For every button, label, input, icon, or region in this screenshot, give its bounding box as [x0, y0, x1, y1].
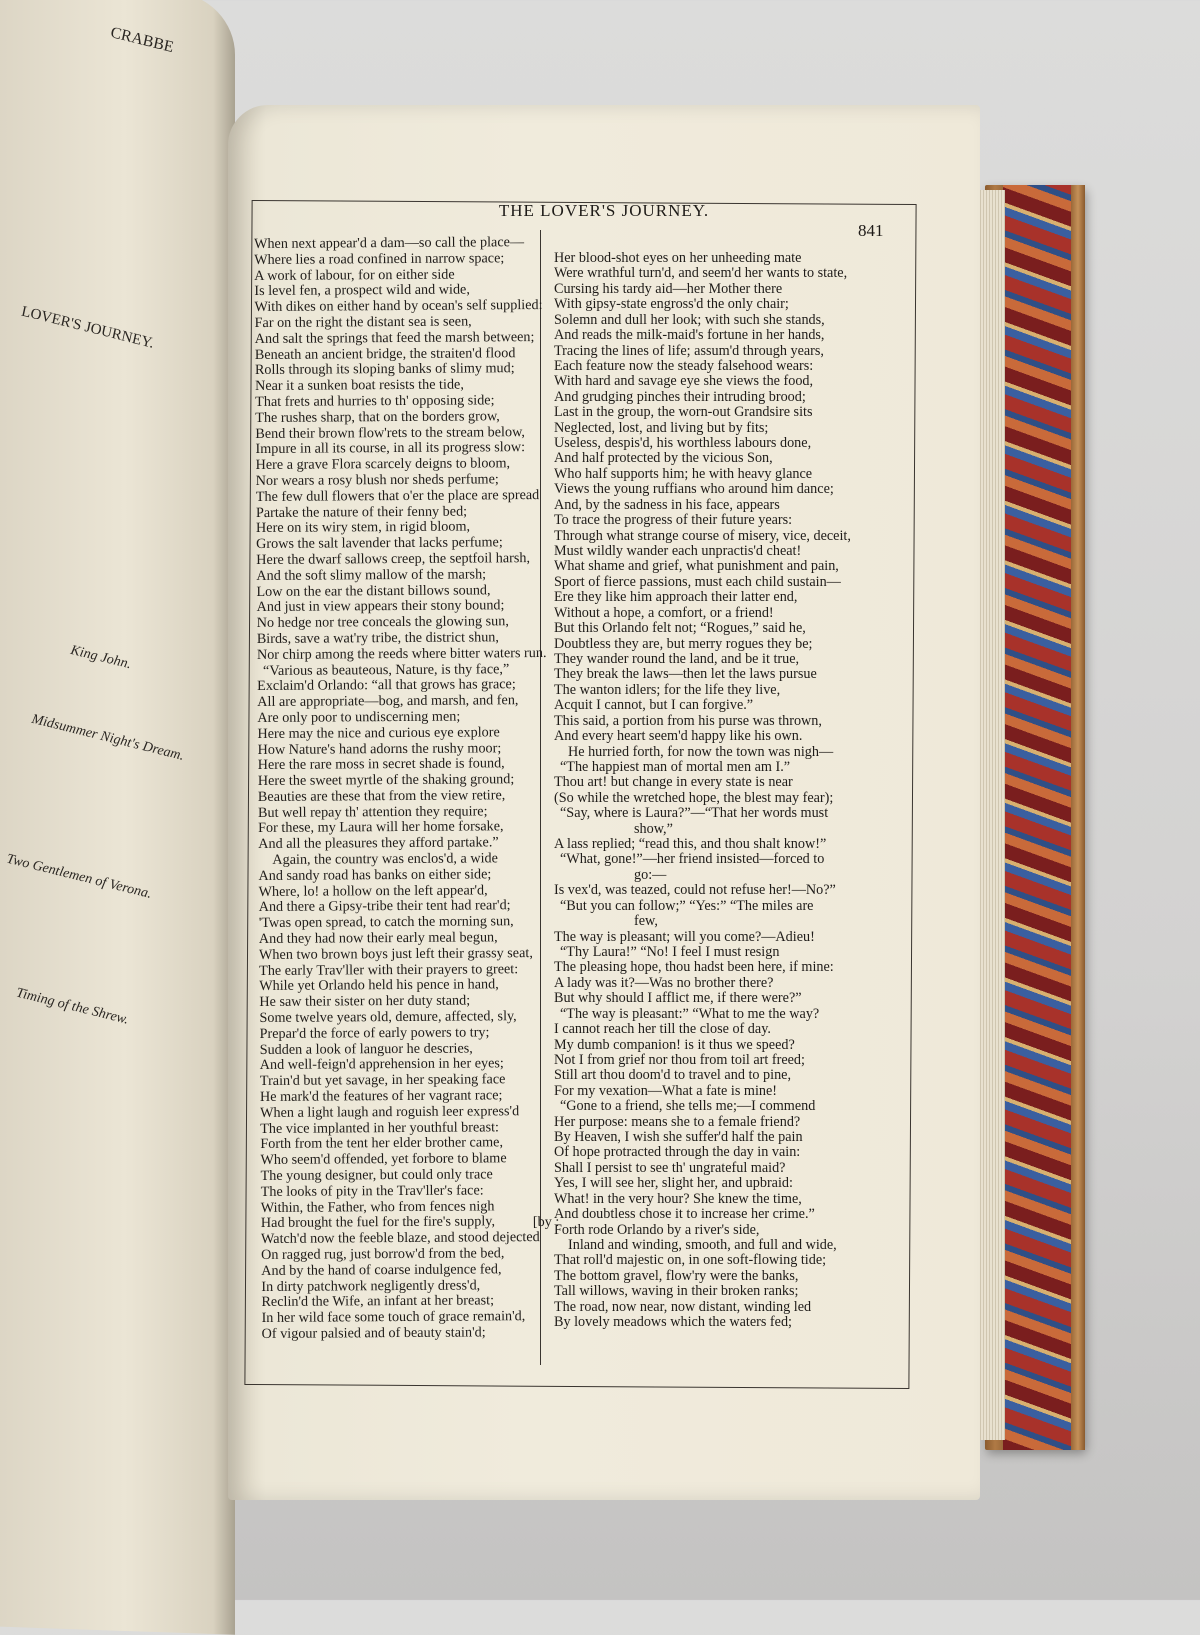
- verse-line: Neglected, lost, and living but by fits;: [554, 419, 769, 436]
- verse-line: “Various as beauteous, Nature, is thy face,”: [262, 660, 510, 679]
- verse-line: “The way is pleasant:” “What to me the way?: [560, 1005, 820, 1022]
- verse-line: A lass replied; “read this, and thou shalt know!”: [554, 836, 827, 853]
- verse-line: (So while the wretched hope, the blest may fear);: [554, 789, 834, 806]
- verse-line: They break the laws—then let the laws pursue: [554, 666, 817, 683]
- left-citation: Two Gentlemen of Verona.: [5, 851, 153, 903]
- verse-line: The road, now near, now distant, winding led: [554, 1298, 812, 1315]
- verse-line: And well-feign'd apprehension in her eyes;: [259, 1055, 504, 1074]
- verse-line: Is level fen, a prospect wild and wide,: [254, 281, 470, 300]
- verse-line: Here the dwarf sallows creep, the septfoil harsh,: [256, 550, 531, 568]
- verse-line: All are appropriate—bog, and marsh, and fen,: [257, 692, 519, 711]
- verse-line: Watch'd now the feeble blaze, and stood dejected: [260, 1229, 540, 1248]
- verse-line: Must wildly wander each unpractis'd cheat!: [554, 543, 802, 560]
- verse-line: Acquit I cannot, but I can forgive.”: [554, 697, 754, 714]
- verse-line: Some twelve years old, demure, affected, sly,: [259, 1008, 517, 1027]
- verse-line: Each feature now the steady falsehood wears:: [554, 357, 814, 374]
- verse-line: Here a grave Flora scarcely deigns to bloom,: [255, 455, 511, 474]
- verse-line: Beauties are these that from the view retire,: [257, 787, 506, 805]
- verse-line: And sandy road has banks on either side;: [258, 866, 492, 884]
- verse-line: But this Orlando felt not; “Rogues,” said he,: [554, 620, 806, 637]
- verse-line: And there a Gipsy-tribe their tent had rear'd;: [258, 897, 511, 916]
- verse-line: And, by the sadness in his face, appears: [554, 496, 780, 513]
- verse-line: “What, gone!”—her friend insisted—forced to: [560, 851, 825, 868]
- verse-line: Here on its wiry stem, in rigid bloom,: [255, 518, 471, 537]
- verse-line: Here the sweet myrtle of the shaking ground;: [257, 771, 515, 790]
- verse-line: Rolls through its sloping banks of slimy mud;: [254, 360, 515, 379]
- verse-line: Are only poor to undiscerning men;: [257, 708, 461, 726]
- verse-line: Of vigour palsied and of beauty stain'd;: [261, 1324, 486, 1342]
- verse-line: While yet Orlando held his pence in hand,: [259, 976, 499, 995]
- verse-line: With dikes on either hand by ocean's self supplied:: [254, 297, 543, 316]
- verse-line: The way is pleasant; will you come?—Adieu!: [554, 928, 815, 945]
- verse-line: And all the pleasures they afford partake.”: [258, 834, 499, 853]
- verse-line: Tracing the lines of life; assum'd through years,: [554, 342, 824, 359]
- verse-line: How Nature's hand adorns the rushy moor;: [257, 739, 502, 758]
- verse-line: But well repay th' attention they require;: [257, 803, 488, 821]
- verse-line: Thou art! but change in every state is near: [554, 774, 793, 791]
- left-citation: Timing of the Shrew.: [14, 985, 130, 1028]
- verse-line: The early Trav'ller with their prayers to greet:: [259, 960, 519, 979]
- verse-line: Cursing his tardy aid—her Mother there: [554, 280, 783, 297]
- verse-line: Birds, save a wat'ry tribe, the district shun,: [256, 629, 499, 647]
- verse-line: And just in view appears their stony bound;: [256, 597, 505, 616]
- verse-line: He mark'd the features of her vagrant race;: [259, 1087, 503, 1106]
- verse-line: A lady was it?—Was no brother there?: [554, 974, 774, 991]
- verse-line: What shame and grief, what punishment and pain,: [554, 558, 839, 575]
- verse-line: The few dull flowers that o'er the place are spread: [255, 486, 540, 505]
- verse-line: The wanton idlers; for the life they live,: [554, 681, 781, 698]
- verse-line: With hard and savage eye she views the food,: [554, 373, 814, 390]
- verse-line: This said, a portion from his purse was thrown,: [554, 712, 822, 729]
- verse-line: Through what strange course of misery, vice, deceit,: [554, 527, 851, 544]
- verse-line: Ere they like him approach their latter end,: [554, 589, 798, 606]
- verse-line: Useless, despis'd, his worthless labours done,: [554, 435, 812, 452]
- verse-line: Sudden a look of languor he descries,: [259, 1040, 473, 1058]
- carryover-word: [by :: [532, 1213, 560, 1230]
- verse-line: The rushes sharp, that on the borders grow,: [255, 408, 500, 426]
- verse-line: Impure in all its course, in all its progress slow:: [255, 439, 526, 458]
- verse-line: Had brought the fuel for the fire's supply,: [260, 1213, 496, 1232]
- verse-line: Nor wears a rosy blush nor sheds perfume;: [255, 471, 499, 489]
- verse-line: What! in the very hour? She knew the time,: [554, 1190, 802, 1207]
- verse-line: show,”: [634, 820, 673, 837]
- verse-line: Her purpose: means she to a female friend?: [554, 1113, 801, 1130]
- verse-line: Exclaim'd Orlando: “all that grows has grace;: [257, 676, 516, 695]
- verse-line: In dirty patchwork negligently dress'd,: [261, 1277, 481, 1295]
- verse-line: When a light laugh and roguish leer express'd: [260, 1102, 520, 1121]
- verse-line: They wander round the land, and be it true,: [554, 650, 800, 667]
- verse-line: Partake the nature of their fenny bed;: [255, 503, 468, 521]
- verse-line: On ragged rug, just borrow'd from the bed,: [261, 1245, 505, 1263]
- verse-line: Of hope protracted through the day in vain:: [554, 1144, 801, 1161]
- verse-line: “Gone to a friend, she tells me;—I commend: [560, 1098, 816, 1115]
- verse-line: Views the young ruffians who around him dance;: [554, 481, 834, 498]
- book-page: [228, 105, 980, 1500]
- left-citation: Midsummer Night's Dream.: [30, 711, 186, 764]
- verse-line: Tall willows, waving in their broken ranks;: [554, 1283, 799, 1300]
- verse-line: No hedge nor tree conceals the glowing sun,: [256, 613, 509, 632]
- verse-line: “Thy Laura!” “No! I feel I must resign: [560, 943, 780, 960]
- verse-line: My dumb companion! is it thus we speed?: [554, 1036, 795, 1053]
- verse-line: Grows the salt lavender that lacks perfume;: [256, 534, 503, 553]
- verse-line: The pleasing hope, thou hadst been here, if mine:: [554, 959, 834, 976]
- verse-line: By lovely meadows which the waters fed;: [554, 1314, 792, 1331]
- verse-line: And half protected by the vicious Son,: [554, 450, 773, 467]
- verse-line: Were wrathful turn'd, and seem'd her wants to state,: [554, 265, 848, 282]
- verse-line: The bottom gravel, flow'ry were the banks,: [554, 1267, 799, 1284]
- verse-line: And by the hand of coarse indulgence fed,: [261, 1261, 502, 1279]
- verse-line: By Heaven, I wish she suffer'd half the pain: [554, 1129, 803, 1146]
- verse-line: Without a hope, a comfort, or a friend!: [554, 604, 774, 621]
- verse-line: Reclin'd the Wife, an infant at her breast;: [261, 1292, 495, 1311]
- verse-line: That roll'd majestic on, in one soft-flowing tide;: [554, 1252, 827, 1269]
- verse-line: Near it a sunken boat resists the tide,: [254, 376, 464, 395]
- verse-line: Is vex'd, was teazed, could not refuse her!—No?”: [554, 882, 836, 899]
- verse-line: Low on the ear the distant billows sound,: [256, 581, 491, 600]
- verse-line: Inland and winding, smooth, and full and wide,: [568, 1237, 837, 1253]
- verse-line: When two brown boys just left their grassy seat,: [258, 944, 533, 963]
- verse-line: 'Twas open spread, to catch the morning sun,: [258, 913, 514, 932]
- verse-line: Forth rode Orlando by a river's side,: [554, 1221, 760, 1238]
- left-citation: King John.: [69, 642, 133, 673]
- verse-line: And the soft slimy mallow of the marsh;: [256, 566, 487, 584]
- verse-line: Last in the group, the worn-out Grandsire sits: [554, 404, 813, 421]
- verse-line: For these, my Laura will her home forsake,: [258, 818, 504, 837]
- left-running-head: CRABBE: [109, 24, 176, 57]
- verse-line: Here the rare moss in secret shade is found,: [257, 755, 505, 774]
- verse-line: And they had now their early meal begun,: [258, 929, 498, 948]
- verse-line: Her blood-shot eyes on her unheeding mate: [554, 250, 802, 266]
- verse-line: When next appear'd a dam—so call the place—: [253, 234, 525, 252]
- verse-line: To trace the progress of their future years:: [554, 512, 793, 529]
- verse-line: “But you can follow;” “Yes:” “The miles are: [560, 897, 814, 914]
- verse-line: Who half supports him; he with heavy glance: [554, 465, 813, 482]
- verse-line: And grudging pinches their intruding brood;: [554, 388, 806, 405]
- verse-line: “The happiest man of mortal men am I.”: [560, 758, 791, 775]
- verse-line: In her wild face some touch of grace remain'd,: [261, 1308, 526, 1327]
- verse-line: Still art thou doom'd to travel and to pine,: [554, 1067, 792, 1084]
- verse-line: And doubtless chose it to increase her crime.”: [554, 1206, 815, 1223]
- verse-line: The young designer, but could only trace: [260, 1166, 493, 1184]
- verse-line: Beneath an ancient bridge, the straiten'd flood: [254, 344, 516, 363]
- verse-line: Solemn and dull her look; with such she stands,: [554, 311, 825, 328]
- verse-line: Where lies a road confined in narrow space;: [254, 250, 505, 268]
- verse-line: Bend their brown flow'rets to the stream below,: [255, 423, 525, 442]
- left-section-title: LOVER'S JOURNEY.: [19, 303, 156, 352]
- verse-line: Where, lo! a hollow on the left appear'd,: [258, 882, 488, 900]
- verse-line: Doubtless they are, but merry rogues they be;: [554, 635, 813, 652]
- verse-line: He hurried forth, for now the town was nigh—: [568, 743, 834, 760]
- verse-line: Train'd but yet savage, in her speaking face: [259, 1071, 506, 1090]
- verse-line: I cannot reach her till the close of day.: [554, 1021, 771, 1038]
- right-column: [554, 251, 851, 1331]
- verse-line: Forth from the tent her elder brother came,: [260, 1134, 504, 1153]
- facing-left-page: [0, 0, 235, 1635]
- verse-line: Nor chirp among the reeds where bitter waters run.: [256, 644, 547, 663]
- verse-line: Here may the nice and curious eye explore: [257, 723, 500, 742]
- verse-line: With gipsy-state engross'd the only chair;: [554, 296, 789, 313]
- verse-line: Sport of fierce passions, must each child sustain—: [554, 573, 841, 590]
- page-number: 841: [858, 221, 884, 240]
- verse-line: Prepar'd the force of early powers to try;: [259, 1024, 490, 1042]
- verse-line: Who seem'd offended, yet forbore to blame: [260, 1150, 507, 1169]
- page-title: THE LOVER'S JOURNEY.: [498, 201, 710, 220]
- left-column: [253, 234, 560, 1343]
- verse-line: Not I from grief nor thou from toil art freed;: [554, 1051, 805, 1068]
- verse-line: Yes, I will see her, slight her, and upbraid:: [554, 1175, 793, 1192]
- verse-line: A work of labour, for on either side: [254, 266, 455, 284]
- verse-line: That frets and hurries to th' opposing side;: [255, 392, 495, 410]
- verse-line: Shall I persist to see th' ungrateful maid?: [554, 1159, 786, 1176]
- verse-line: And every heart seem'd happy like his own.: [554, 728, 803, 745]
- verse-line: And reads the milk-maid's fortune in her hands,: [554, 327, 825, 344]
- verse-line: The looks of pity in the Trav'ller's face:: [260, 1182, 484, 1200]
- verse-line: Far on the right the distant sea is seen,: [254, 313, 472, 331]
- verse-line: Again, the country was enclos'd, a wide: [272, 850, 498, 868]
- verse-line: And salt the springs that feed the marsh between;: [254, 328, 535, 347]
- verse-line: The vice implanted in her youthful breast:: [260, 1118, 500, 1137]
- verse-line: Within, the Father, who from fences nigh: [260, 1197, 495, 1216]
- verse-line: few,: [634, 913, 658, 930]
- verse-line: For my vexation—What a fate is mine!: [554, 1082, 777, 1099]
- verse-line: He saw their sister on her duty stand;: [259, 992, 471, 1011]
- verse-line: “Say, where is Laura?”—“That her words must: [560, 805, 829, 822]
- verse-line: But why should I afflict me, if there were?”: [554, 990, 802, 1007]
- verse-line: go:—: [634, 866, 667, 883]
